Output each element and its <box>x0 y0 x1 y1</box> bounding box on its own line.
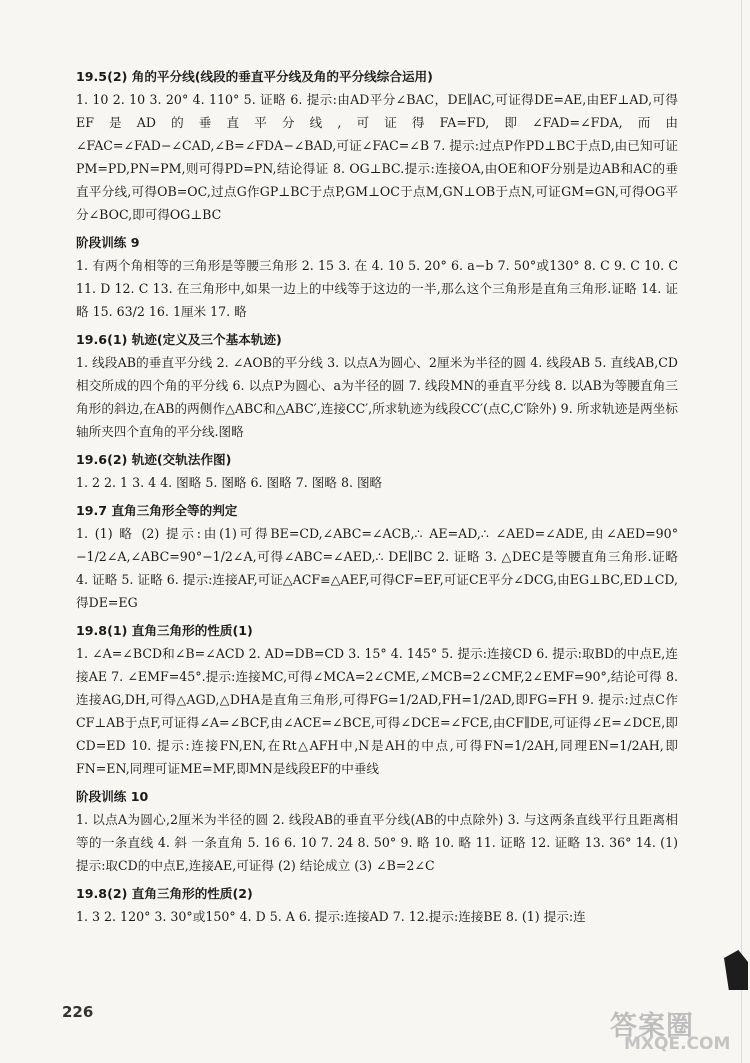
section-body: 1. 2 2. 1 3. 4 4. 图略 5. 图略 6. 图略 7. 图略 8. 图略 <box>76 475 383 490</box>
section-heading: 阶段训练 10 <box>76 789 149 804</box>
section-heading: 19.8(2) 直角三角形的性质(2) <box>76 886 253 901</box>
section-body: 1. ∠A=∠BCD和∠B=∠ACD 2. AD=DB=CD 3. 15° 4. 145° 5. 提示:连接CD 6. 提示:取BD的中点E,连接AE 7. ∠EMF=45°.提示:连接MC,可得∠MCA=2∠CME,∠MCB=2∠CMF,2∠EMF=90°,结论可得 8. 连接AG,DH,可得△AGD,△DHA是直角三角形,可得FG=1/2AD,FH=1/2AD,即FG=FH 9. 提示:过点C作CF⊥AB于点F,可证得∠A=∠BCF,由∠ACE=∠BCE,可得∠DCE=∠FCE,由CF∥DE,可证得∠E=∠DCE,即CD=ED 10. 提示:连接FN,EN,在Rt△AFH中,N是AH的中点,可得FN=1/2AH,同理EN=1/2AH,即FN=EN,同理可证ME=MF,即MN是线段EF的中垂线 <box>76 646 678 776</box>
watermark <box>604 1004 732 1058</box>
watermark-title: 答案圈 <box>610 1011 694 1042</box>
section-body: 1. 10 2. 10 3. 20° 4. 110° 5. 证略 6. 提示:由AD平分∠BAC，DE∥AC,可证得DE=AE,由EF⊥AD,可得EF是AD的垂直平分线,可证得FA=FD,即∠FAD=∠FDA,而由∠FAC=∠FAD−∠CAD,∠B=∠FDA−∠BAD,可证∠FAC=∠B 7. 提示:过点P作PD⊥BC于点D,由已知可证PM=PD,PN=PM,则可得PD=PN,结论得证 8. OG⊥BC.提示:连接OA,由OE和OF分别是边AB和AC的垂直平分线,可得OB=OC,过点G作GP⊥BC于点P,GM⊥OC于点M,GN⊥OB于点N,可证GM=GN,可得OG平分∠BOC,即可得OG⊥BC <box>76 92 678 222</box>
page-number: 226 <box>62 1003 94 1021</box>
section-heading: 19.6(2) 轨迹(交轨法作图) <box>76 452 232 467</box>
section-body: 1. 线段AB的垂直平分线 2. ∠AOB的平分线 3. 以点A为圆心、2厘米为半径的圆 4. 线段AB 5. 直线AB,CD相交所成的四个角的平分线 6. 以点P为圆心、a为半径的圆 7. 线段MN的垂直平分线 8. 以AB为等腰直角三角形的斜边,在AB的两侧作△ABC和△ABC′,连接CC′,所求轨迹为线段CC′(点C,C′除外) 9. 所求轨迹是两坐标轴所夹四个直角的平分线.图略 <box>76 355 678 439</box>
answer-page <box>76 60 678 928</box>
watermark-url: MXQE.COM <box>624 1034 731 1054</box>
section-body: 1. (1) 略 (2) 提示:由(1)可得BE=CD,∠ABC=∠ACB,∴ AE=AD,∴ ∠AED=∠ADE,由∠AED=90°−1/2∠A,∠ABC=90°−1/2∠A,可得∠ABC=∠AED,∴ DE∥BC 2. 证略 3. △DEC是等腰直角三角形.证略 4. 证略 5. 证略 6. 提示:连接AF,可证△ACF≌△AEF,可得CF=EF,可证CE平分∠DCG,由EG⊥BC,ED⊥CD,得DE=EG <box>76 526 678 610</box>
section-heading: 19.7 直角三角形全等的判定 <box>76 503 238 518</box>
page-edge <box>741 0 742 1063</box>
section-body: 1. 以点A为圆心,2厘米为半径的圆 2. 线段AB的垂直平分线(AB的中点除外) 3. 与这两条直线平行且距离相等的一条直线 4. 斜 一条直角 5. 16 6. 10 7. 24 8. 50° 9. 略 10. 略 11. 证略 12. 证略 13. 36° 14. (1) 提示:取CD的中点E,连接AE,可证得 (2) 结论成立 (3) ∠B=2∠C <box>76 812 678 873</box>
section-heading: 19.5(2) 角的平分线(线段的垂直平分线及角的平分线综合运用) <box>76 69 433 84</box>
section-body: 1. 有两个角相等的三角形是等腰三角形 2. 15 3. 在 4. 10 5. 20° 6. a−b 7. 50°或130° 8. C 9. C 10. C 11. D 12. C 13. 在三角形中,如果一边上的中线等于这边的一半,那么这个三角形是直角三角形.证略 14. 证略 15. 63/2 16. 1厘米 17. 略 <box>76 258 678 319</box>
section-heading: 阶段训练 9 <box>76 235 140 250</box>
corner-mark <box>724 950 748 990</box>
section-body: 1. 3 2. 120° 3. 30°或150° 4. D 5. A 6. 提示:连接AD 7. 12.提示:连接BE 8. (1) 提示:连 <box>76 909 586 924</box>
section-heading: 19.6(1) 轨迹(定义及三个基本轨迹) <box>76 332 282 347</box>
section-heading: 19.8(1) 直角三角形的性质(1) <box>76 623 253 638</box>
